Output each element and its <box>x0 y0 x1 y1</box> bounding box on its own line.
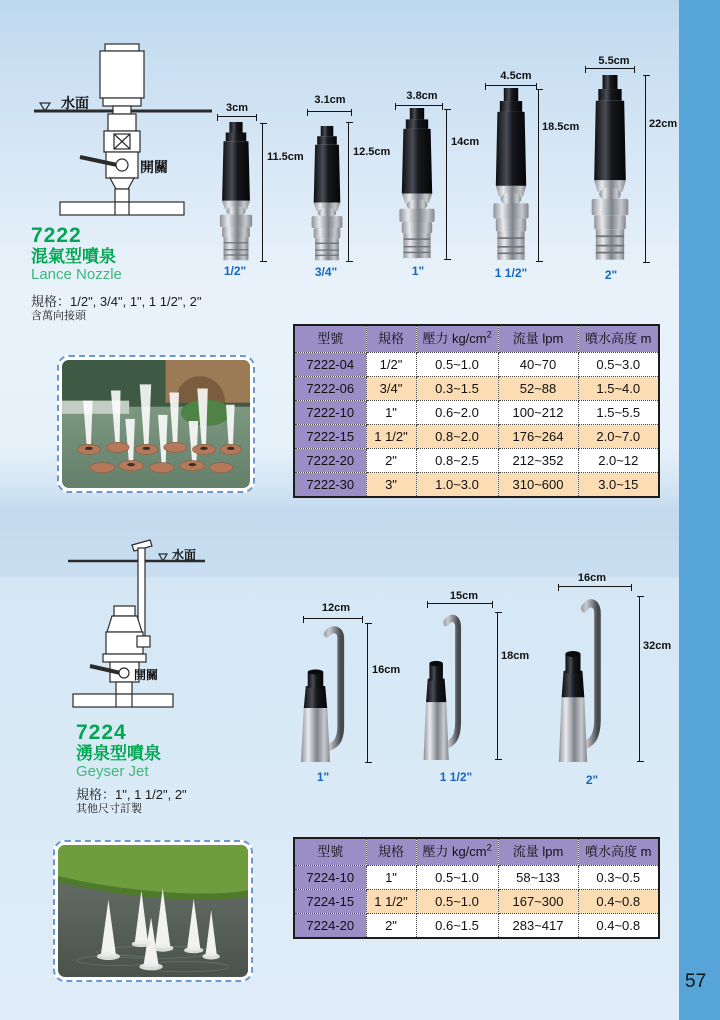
pressure-exponent: 2 <box>486 842 492 853</box>
product-name-en: Lance Nozzle <box>31 266 122 283</box>
cell-spec: 1 1/2" <box>366 890 416 914</box>
cell-height: 0.5~3.0 <box>578 353 659 377</box>
cell-flow: 40~70 <box>498 353 578 377</box>
cell-flow: 310~600 <box>498 473 578 498</box>
geyser-figure-two-inch <box>552 570 672 788</box>
cell-height: 0.4~0.8 <box>578 914 659 939</box>
table-row <box>294 866 659 890</box>
col-header-spec: 規格 <box>366 325 416 353</box>
width-dim-label: 12cm <box>321 602 351 614</box>
lance-figure-two-inch <box>580 47 678 282</box>
lance-spec-table <box>293 324 660 498</box>
valve-label: 開關 <box>134 668 159 682</box>
water-surface-label: 水面 <box>172 548 197 562</box>
size-label: 1/2" <box>223 264 247 278</box>
cell-flow: 58~133 <box>498 866 578 890</box>
cell-flow: 100~212 <box>498 401 578 425</box>
cell-pressure: 0.5~1.0 <box>416 353 498 377</box>
size-label: 2" <box>604 268 618 282</box>
height-dim-line <box>538 89 539 262</box>
cell-spec: 3" <box>366 473 416 498</box>
geyser-spec-line: 規格：1", 1 1/2", 2" <box>76 787 187 802</box>
cell-spec: 2" <box>366 914 416 939</box>
cell-pressure: 0.6~1.5 <box>416 914 498 939</box>
lance-nozzle-photo <box>306 126 348 262</box>
height-dim-label: 18cm <box>501 650 530 662</box>
lance-heading <box>31 225 122 283</box>
table-header-row <box>294 838 659 866</box>
lance-nozzle-photo <box>214 122 258 262</box>
geyser-jet-photo <box>421 610 480 760</box>
cell-model: 7222-06 <box>294 377 366 401</box>
table-row <box>294 890 659 914</box>
cell-spec: 2" <box>366 449 416 473</box>
width-dim-label: 3cm <box>225 102 249 114</box>
size-label: 2" <box>585 773 599 787</box>
table-row <box>294 914 659 939</box>
col-header-pressure <box>416 325 498 353</box>
page-number: 57 <box>685 971 707 992</box>
cell-height: 0.4~0.8 <box>578 890 659 914</box>
width-dim-line <box>485 85 537 86</box>
cell-model: 7222-15 <box>294 425 366 449</box>
water-surface-label: 水面 <box>61 95 89 111</box>
geyser-jet-photo <box>556 594 622 762</box>
geyser-pond-scene <box>58 845 248 977</box>
cell-model: 7222-10 <box>294 401 366 425</box>
height-dim-line <box>262 123 263 262</box>
width-dim-line <box>427 603 493 604</box>
width-dim-label: 4.5cm <box>500 70 532 82</box>
table-row <box>294 353 659 377</box>
product-name-en: Geyser Jet <box>76 763 149 780</box>
cell-pressure: 1.0~3.0 <box>416 473 498 498</box>
lance-figure-one-inch <box>390 78 485 278</box>
col-header-model: 型號 <box>294 325 366 353</box>
width-dim-line <box>558 586 632 587</box>
geyser-application-photo <box>53 840 253 982</box>
cell-pressure: 0.6~2.0 <box>416 401 498 425</box>
cell-spec: 1/2" <box>366 353 416 377</box>
col-header-spec: 規格 <box>366 838 416 866</box>
lance-nozzle-photo <box>487 88 535 262</box>
cell-flow: 52~88 <box>498 377 578 401</box>
cell-spec: 3/4" <box>366 377 416 401</box>
table-row <box>294 401 659 425</box>
col-header-height: 噴水高度 m <box>578 838 659 866</box>
lance-figure-three-quarter-inch <box>296 84 391 279</box>
product-code: 7224 <box>76 721 127 744</box>
size-label: 3/4" <box>314 265 338 279</box>
valve-label: 開關 <box>140 159 168 175</box>
width-dim-label: 3.8cm <box>406 90 438 102</box>
product-name-cn: 混氣型噴泉 <box>31 247 116 266</box>
geyser-figure-one-inch <box>298 600 401 788</box>
cell-height: 0.3~0.5 <box>578 866 659 890</box>
pressure-unit: 壓力 kg/cm <box>422 844 487 859</box>
width-dim-line <box>585 68 635 69</box>
cell-pressure: 0.8~2.5 <box>416 449 498 473</box>
geyser-heading <box>76 722 161 780</box>
height-dim-label: 32cm <box>643 640 672 652</box>
table-header-row <box>294 325 659 353</box>
cell-model: 7224-10 <box>294 866 366 890</box>
cell-flow: 283~417 <box>498 914 578 939</box>
width-dim-line <box>217 116 257 117</box>
height-dim-line <box>348 122 349 262</box>
width-dim-label: 15cm <box>449 590 479 602</box>
height-dim-label: 22cm <box>649 118 678 130</box>
lance-nozzle-photo <box>393 108 441 260</box>
lance-spec-note: 含萬向接頭 <box>31 310 86 322</box>
cell-model: 7222-30 <box>294 473 366 498</box>
lance-spec-line: 規格：1/2", 3/4", 1", 1 1/2", 2" <box>31 294 202 309</box>
cell-pressure: 0.3~1.5 <box>416 377 498 401</box>
lance-application-photo <box>57 355 255 493</box>
cell-pressure: 0.8~2.0 <box>416 425 498 449</box>
height-dim-label: 12.5cm <box>353 146 391 158</box>
lance-figure-one-half-inch <box>480 60 580 282</box>
size-label: 1 1/2" <box>439 770 473 784</box>
right-side-band <box>679 0 720 1020</box>
width-dim-label: 5.5cm <box>598 55 630 67</box>
geyser-installation-drawing <box>28 538 208 718</box>
cell-height: 1.5~5.5 <box>578 401 659 425</box>
width-dim-line <box>395 105 443 106</box>
cell-pressure: 0.5~1.0 <box>416 890 498 914</box>
size-label: 1" <box>316 770 330 784</box>
cell-model: 7224-15 <box>294 890 366 914</box>
height-dim-label: 14cm <box>451 136 480 148</box>
table-row <box>294 425 659 449</box>
height-dim-label: 11.5cm <box>267 151 304 163</box>
geyser-spec-table <box>293 837 660 939</box>
cell-pressure: 0.5~1.0 <box>416 866 498 890</box>
pressure-exponent: 2 <box>486 329 492 340</box>
cell-height: 3.0~15 <box>578 473 659 498</box>
cell-spec: 1" <box>366 866 416 890</box>
table-row <box>294 449 659 473</box>
table-row <box>294 473 659 498</box>
height-dim-line <box>639 596 640 762</box>
cell-spec: 1 1/2" <box>366 425 416 449</box>
cell-flow: 167~300 <box>498 890 578 914</box>
product-code: 7222 <box>31 224 82 247</box>
col-header-model: 型號 <box>294 838 366 866</box>
col-header-flow: 流量 lpm <box>498 325 578 353</box>
col-header-pressure <box>416 838 498 866</box>
size-label: 1 1/2" <box>494 266 528 280</box>
cell-flow: 176~264 <box>498 425 578 449</box>
width-dim-label: 3.1cm <box>314 94 346 106</box>
cell-height: 1.5~4.0 <box>578 377 659 401</box>
cell-model: 7222-04 <box>294 353 366 377</box>
fountain-pond-scene <box>62 360 250 488</box>
cell-height: 2.0~12 <box>578 449 659 473</box>
table-row <box>294 377 659 401</box>
pressure-unit: 壓力 kg/cm <box>422 331 487 346</box>
height-dim-label: 18.5cm <box>542 121 580 133</box>
product-name-cn: 湧泉型噴泉 <box>76 744 161 763</box>
height-dim-line <box>367 623 368 763</box>
cell-model: 7222-20 <box>294 449 366 473</box>
height-dim-line <box>446 109 447 260</box>
cell-flow: 212~352 <box>498 449 578 473</box>
geyser-spec-note: 其他尺寸訂製 <box>76 803 142 815</box>
geyser-figure-one-half-inch <box>420 588 530 788</box>
cell-model: 7224-20 <box>294 914 366 939</box>
width-dim-line <box>303 618 363 619</box>
col-header-height: 噴水高度 m <box>578 325 659 353</box>
height-dim-line <box>497 612 498 760</box>
col-header-flow: 流量 lpm <box>498 838 578 866</box>
lance-nozzle-photo <box>585 75 635 262</box>
geyser-jet-photo <box>298 622 366 762</box>
cell-height: 2.0~7.0 <box>578 425 659 449</box>
lance-installation-drawing <box>30 38 215 223</box>
height-dim-line <box>645 75 646 263</box>
lance-figure-half-inch <box>205 98 304 280</box>
height-dim-label: 16cm <box>372 664 401 676</box>
width-dim-label: 16cm <box>577 572 607 584</box>
width-dim-line <box>307 111 352 112</box>
size-label: 1" <box>411 264 425 278</box>
cell-spec: 1" <box>366 401 416 425</box>
